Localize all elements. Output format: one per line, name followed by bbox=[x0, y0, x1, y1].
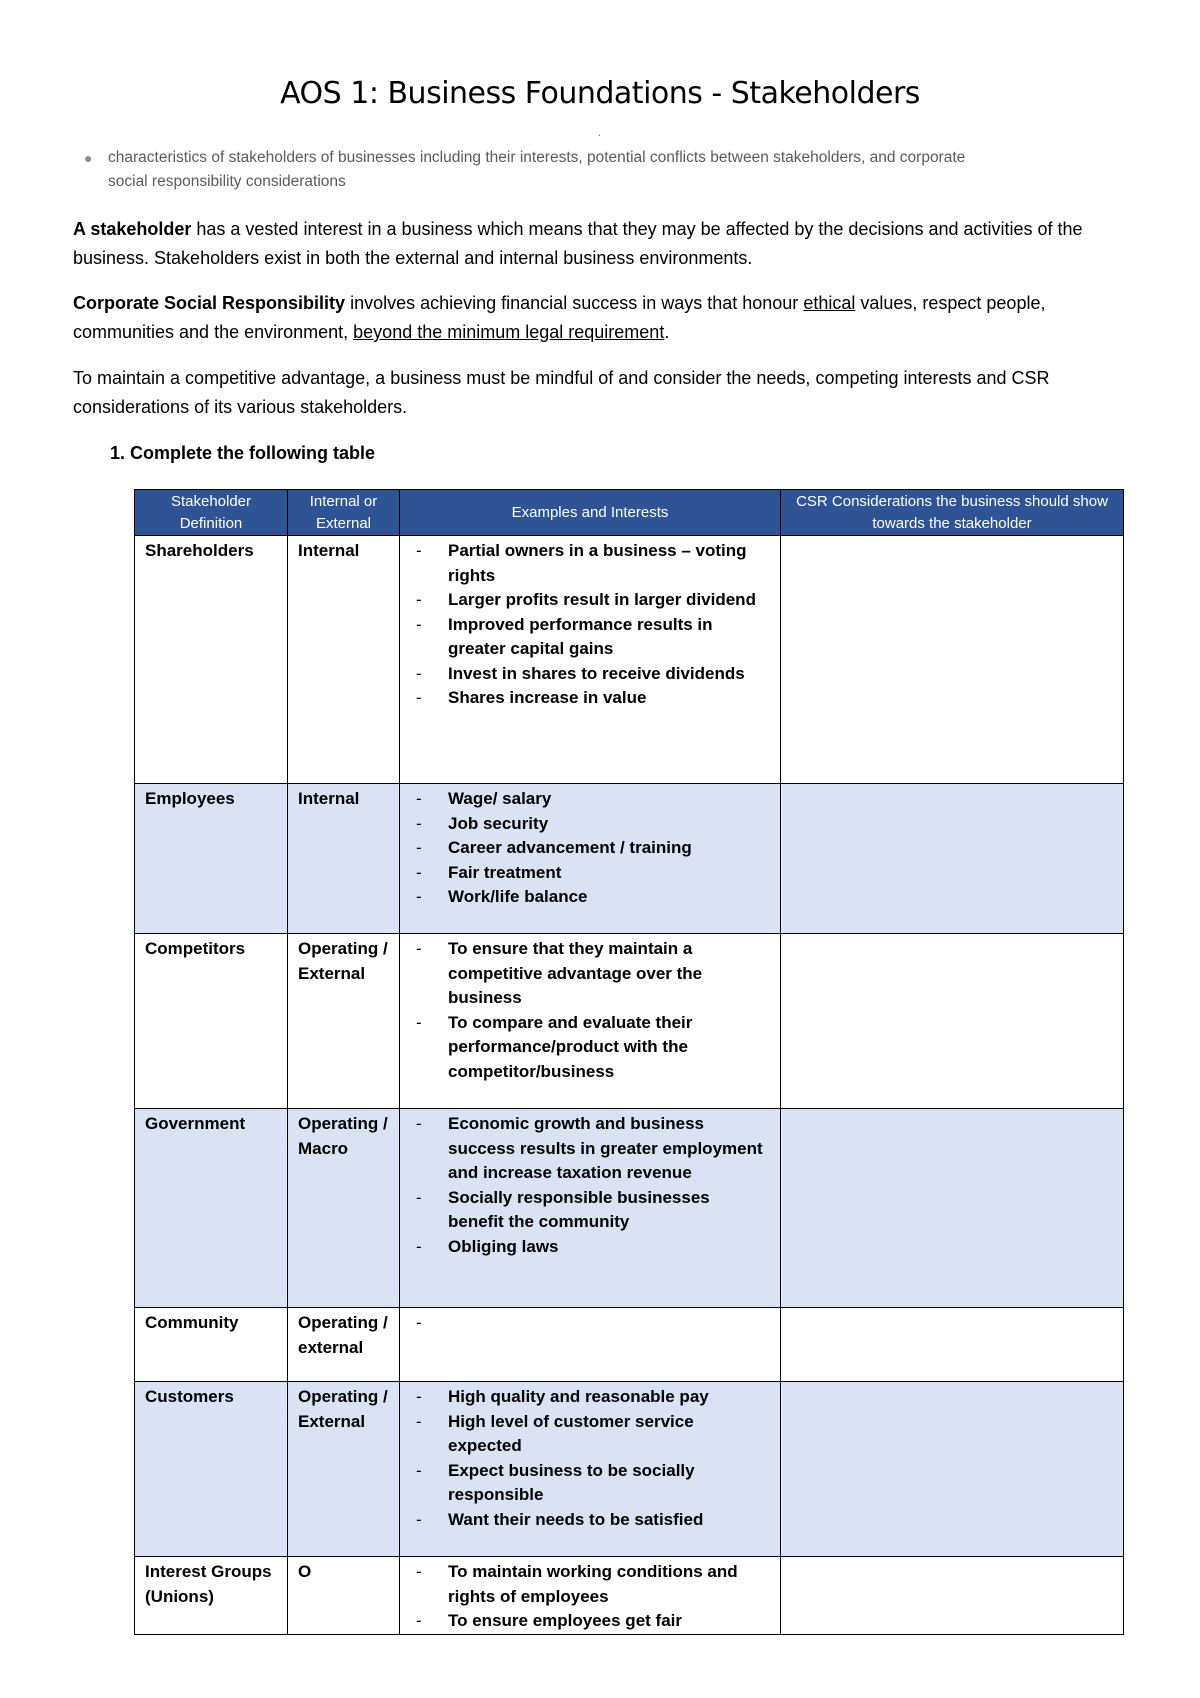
table-row bbox=[135, 1109, 1124, 1308]
examples-cell bbox=[400, 934, 781, 1109]
csr-text-2: values, respect people, communities and the environment, bbox=[73, 293, 1046, 342]
competitive-advantage-paragraph: To maintain a competitive advantage, a business must be mindful of and consider the needs, competing interests and CSR considerations of its various stakeholders. bbox=[73, 368, 1050, 417]
list-item: - Improved performance results in greater capital gains bbox=[410, 613, 770, 662]
table-row bbox=[135, 1382, 1124, 1557]
csr-answer-cell[interactable] bbox=[781, 784, 1124, 934]
csr-underline-ethical: ethical bbox=[803, 293, 856, 313]
question-heading: 1. Complete the following table bbox=[110, 443, 376, 463]
outcome-bullet-text: characteristics of stakeholders of businesses including their interests, potential conflicts between stakeholders, and corporate social responsibility considerations bbox=[108, 149, 966, 190]
stakeholder-term: A stakeholder bbox=[73, 219, 192, 239]
list-item: - High quality and reasonable pay bbox=[410, 1385, 770, 1410]
csr-text-3: . bbox=[664, 322, 670, 342]
list-item: - Job security bbox=[410, 812, 770, 837]
list-item: - To maintain working conditions and rights of employees bbox=[410, 1560, 770, 1609]
stakeholder-type: O bbox=[288, 1557, 400, 1635]
stakeholder-table bbox=[134, 489, 1124, 1635]
stakeholder-type: Operating / External bbox=[288, 1382, 400, 1557]
csr-term: Corporate Social Responsibility bbox=[73, 293, 346, 313]
csr-text-1: involves achieving financial success in ways that honour bbox=[345, 293, 804, 313]
examples-cell bbox=[400, 536, 781, 784]
examples-cell bbox=[400, 1382, 781, 1557]
list-item: - Wage/ salary bbox=[410, 787, 770, 812]
stakeholder-type: Internal bbox=[288, 536, 400, 784]
stakeholder-name: Customers bbox=[135, 1382, 288, 1557]
table-row bbox=[135, 934, 1124, 1109]
stakeholder-definition bbox=[73, 215, 1143, 273]
csr-answer-cell[interactable] bbox=[781, 934, 1124, 1109]
stakeholder-name: Interest Groups (Unions) bbox=[135, 1557, 288, 1635]
list-item: - Economic growth and business success results in greater employment and increase taxation revenue bbox=[410, 1112, 770, 1186]
examples-cell bbox=[400, 784, 781, 934]
list-item: - To ensure employees get fair bbox=[410, 1609, 770, 1634]
stakeholder-type: Operating / Macro bbox=[288, 1109, 400, 1308]
stakeholder-name: Community bbox=[135, 1308, 288, 1382]
list-item: - Work/life balance bbox=[410, 885, 770, 910]
bullet-dot-icon: ● bbox=[84, 150, 93, 166]
stakeholder-type: Operating / External bbox=[288, 934, 400, 1109]
list-item: - Fair treatment bbox=[410, 861, 770, 886]
list-item: - Want their needs to be satisfied bbox=[410, 1508, 770, 1533]
list-item: - Expect business to be socially responsible bbox=[410, 1459, 770, 1508]
header-stakeholder: Stakeholder Definition bbox=[135, 490, 288, 536]
page-title: AOS 1: Business Foundations - Stakeholders bbox=[280, 76, 920, 111]
header-internal-external: Internal or External bbox=[288, 490, 400, 536]
list-item: - To compare and evaluate their performance/product with the competitor/business bbox=[410, 1011, 770, 1085]
csr-answer-cell[interactable] bbox=[781, 1308, 1124, 1382]
header-examples: Examples and Interests bbox=[400, 490, 781, 536]
list-item: - Invest in shares to receive dividends bbox=[410, 662, 770, 687]
csr-underline-legal: beyond the minimum legal requirement bbox=[353, 322, 665, 342]
stakeholder-name: Competitors bbox=[135, 934, 288, 1109]
table-header-row bbox=[135, 490, 1124, 536]
csr-answer-cell[interactable] bbox=[781, 1109, 1124, 1308]
stakeholder-type: Operating / external bbox=[288, 1308, 400, 1382]
list-item: - Partial owners in a business – voting rights bbox=[410, 539, 770, 588]
csr-answer-cell[interactable] bbox=[781, 1382, 1124, 1557]
list-item: - Shares increase in value bbox=[410, 686, 770, 711]
csr-answer-cell[interactable] bbox=[781, 536, 1124, 784]
stakeholder-type: Internal bbox=[288, 784, 400, 934]
examples-cell bbox=[400, 1308, 781, 1382]
dot-mark: . bbox=[598, 128, 601, 139]
list-item: - To ensure that they maintain a competitive advantage over the business bbox=[410, 937, 770, 1011]
examples-cell bbox=[400, 1109, 781, 1308]
stakeholder-text: has a vested interest in a business which means that they may be affected by the decisions and activities of the business. Stakeholders exist in both the external and internal business environments. bbox=[73, 219, 1083, 268]
csr-answer-cell[interactable] bbox=[781, 1557, 1124, 1635]
list-item: - Socially responsible businesses benefit the community bbox=[410, 1186, 770, 1235]
stakeholder-name: Employees bbox=[135, 784, 288, 934]
stakeholder-name: Government bbox=[135, 1109, 288, 1308]
csr-definition bbox=[73, 289, 1143, 347]
header-csr: CSR Considerations the business should show towards the stakeholder bbox=[781, 490, 1124, 536]
table-row bbox=[135, 536, 1124, 784]
list-item: - Obliging laws bbox=[410, 1235, 770, 1260]
table-row bbox=[135, 784, 1124, 934]
table-row bbox=[135, 1308, 1124, 1382]
list-item: - Career advancement / training bbox=[410, 836, 770, 861]
list-item: - High level of customer service expected bbox=[410, 1410, 770, 1459]
stakeholder-name: Shareholders bbox=[135, 536, 288, 784]
table-row bbox=[135, 1557, 1124, 1635]
list-item: - Larger profits result in larger dividend bbox=[410, 588, 770, 613]
examples-cell bbox=[400, 1557, 781, 1635]
